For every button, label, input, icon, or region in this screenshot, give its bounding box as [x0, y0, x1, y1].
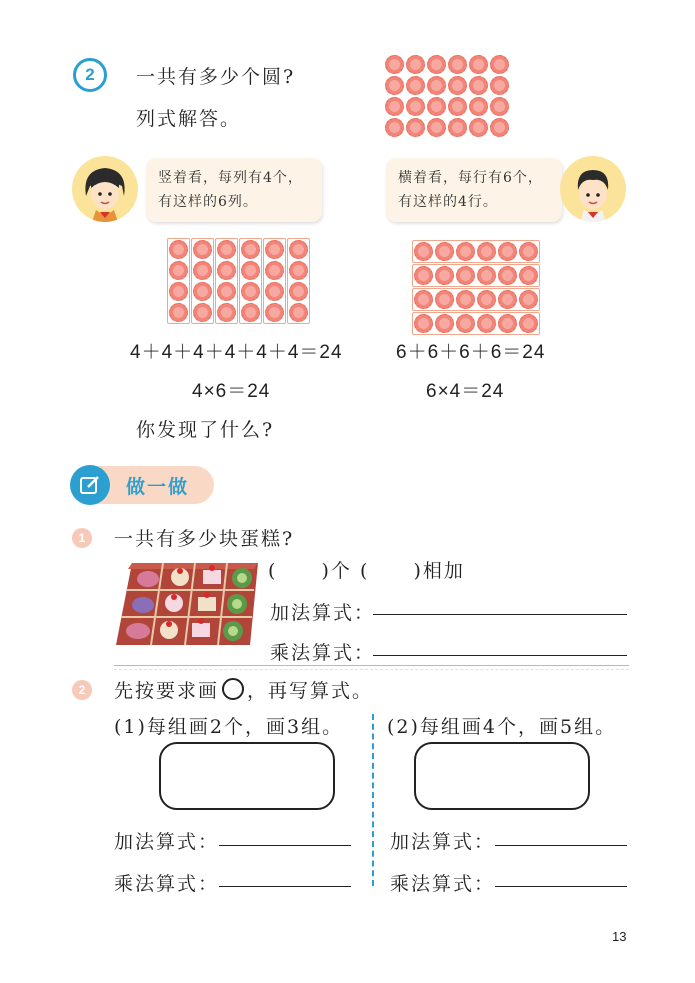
circle-dot	[427, 97, 446, 116]
ex2-part1-add-line[interactable]	[219, 845, 351, 846]
circle-dot	[519, 290, 538, 309]
circle-dot	[477, 266, 496, 285]
boy-avatar	[560, 156, 626, 222]
ex2-part1-add-label: 加法算式：	[114, 831, 220, 853]
boy-bubble-line1: 横着看，每行有6个，	[398, 170, 543, 186]
divider-bottom	[114, 669, 629, 670]
ex1-mul-label: 乘法算式：	[270, 642, 376, 664]
ex1-add-answer-line[interactable]	[373, 614, 627, 615]
circle-column-group	[239, 238, 262, 324]
circle-dot	[265, 261, 284, 280]
circle-column-group	[167, 238, 190, 324]
circle-dot	[241, 240, 260, 259]
circle-dot	[406, 76, 425, 95]
example-question: 一共有多少个圆?	[136, 66, 296, 88]
circle-dot	[456, 266, 475, 285]
circle-dot	[490, 118, 509, 137]
circle-dot	[469, 76, 488, 95]
circle-row-group	[412, 312, 540, 335]
circle-dot	[265, 303, 284, 322]
circle-dot	[498, 290, 517, 309]
page-number: 13	[612, 929, 627, 944]
circle-dot	[241, 282, 260, 301]
girl-bubble-line2: 有这样的6列。	[158, 194, 258, 210]
discover-question: 你发现了什么?	[136, 419, 275, 441]
circle-row-group	[412, 264, 540, 287]
example-number-badge: 2	[73, 58, 107, 92]
circle-dot	[193, 240, 212, 259]
cake-tray-icon	[110, 557, 262, 653]
circle-dot	[448, 97, 467, 116]
girl-speech-bubble	[146, 158, 322, 222]
circle-dot	[385, 76, 404, 95]
circle-dot	[289, 282, 308, 301]
circle-dot	[414, 314, 433, 333]
left-addition-equation: 4＋4＋4＋4＋4＋4＝24	[130, 342, 343, 363]
circle-dot	[427, 76, 446, 95]
circle-dot	[477, 290, 496, 309]
circle-column-group	[287, 238, 310, 324]
circle-dot	[477, 242, 496, 261]
circle-dot	[193, 282, 212, 301]
ex2-part2-instruction: (2)每组画4个，画5组。	[387, 716, 617, 738]
cake-tray-image	[110, 557, 262, 657]
circle-dot	[289, 261, 308, 280]
section-banner	[72, 466, 214, 504]
exercise-2-badge: 2	[72, 680, 92, 700]
circle-dot	[519, 242, 538, 261]
ex2-part2-add-label: 加法算式：	[390, 831, 496, 853]
circle-dot	[456, 314, 475, 333]
circle-dot	[414, 266, 433, 285]
ex2-part2-mul-line[interactable]	[495, 886, 627, 887]
circle-dot	[414, 290, 433, 309]
circle-dot	[498, 242, 517, 261]
circle-dot	[169, 303, 188, 322]
circle-dot	[217, 282, 236, 301]
circle-dot	[435, 290, 454, 309]
circle-dot	[385, 118, 404, 137]
section-title: 做一做	[126, 475, 190, 498]
circle-dot	[469, 118, 488, 137]
row-grouped-circles	[412, 240, 540, 335]
vertical-divider	[372, 714, 374, 886]
circle-dot	[217, 240, 236, 259]
circle-column-group	[215, 238, 238, 324]
circle-dot	[490, 97, 509, 116]
left-multiplication-equation: 4×6＝24	[192, 381, 271, 402]
ex2-part1-mul-label: 乘法算式：	[114, 873, 220, 895]
circle-dot	[469, 97, 488, 116]
circle-dot	[385, 55, 404, 74]
circle-array-6x4	[385, 55, 509, 137]
circle-dot	[265, 282, 284, 301]
circle-dot	[414, 242, 433, 261]
ex1-mul-answer-line[interactable]	[373, 655, 627, 656]
example-instruction: 列式解答。	[136, 108, 242, 130]
circle-dot	[406, 97, 425, 116]
circle-dot	[427, 118, 446, 137]
right-multiplication-equation: 6×4＝24	[426, 381, 505, 402]
circle-dot	[169, 240, 188, 259]
circle-dot	[385, 97, 404, 116]
circle-dot	[169, 261, 188, 280]
ex2-part1-instruction: (1)每组画2个，画3组。	[114, 716, 344, 738]
exercise-2-instruction: 先按要求画 ，再写算式。	[114, 680, 374, 702]
girl-face-icon	[72, 156, 138, 222]
circle-dot	[265, 240, 284, 259]
circle-dot	[435, 266, 454, 285]
circle-dot	[435, 242, 454, 261]
circle-dot	[456, 242, 475, 261]
boy-speech-bubble	[386, 158, 562, 222]
part2-drawing-box[interactable]	[414, 742, 590, 810]
blank-sentence: ( )个 ( )相加	[268, 560, 465, 582]
circle-row-group	[412, 288, 540, 311]
circle-dot	[217, 261, 236, 280]
circle-dot	[448, 55, 467, 74]
circle-dot	[193, 303, 212, 322]
girl-avatar	[72, 156, 138, 222]
circle-dot	[427, 55, 446, 74]
circle-dot	[469, 55, 488, 74]
ex2-part2-add-line[interactable]	[495, 845, 627, 846]
circle-symbol-icon	[222, 678, 244, 700]
circle-dot	[406, 55, 425, 74]
circle-column-group	[191, 238, 214, 324]
circle-dot	[448, 76, 467, 95]
boy-face-icon	[560, 156, 626, 222]
circle-dot	[490, 76, 509, 95]
divider-top	[114, 665, 629, 666]
circle-dot	[217, 303, 236, 322]
circle-dot	[193, 261, 212, 280]
ex2-part2-mul-label: 乘法算式：	[390, 873, 496, 895]
boy-bubble-line2: 有这样的4行。	[398, 194, 498, 210]
circle-dot	[456, 290, 475, 309]
part1-drawing-box[interactable]	[159, 742, 335, 810]
circle-dot	[498, 314, 517, 333]
circle-dot	[289, 240, 308, 259]
circle-column-group	[263, 238, 286, 324]
circle-dot	[289, 303, 308, 322]
circle-dot	[519, 266, 538, 285]
circle-dot	[490, 55, 509, 74]
circle-dot	[169, 282, 188, 301]
exercise-1-badge: 1	[72, 528, 92, 548]
girl-bubble-line1: 竖着看，每列有4个，	[158, 170, 303, 186]
circle-dot	[498, 266, 517, 285]
column-grouped-circles	[167, 238, 310, 324]
right-addition-equation: 6＋6＋6＋6＝24	[396, 342, 546, 363]
circle-row-group	[412, 240, 540, 263]
pencil-square-icon	[70, 465, 110, 505]
exercise-1-question: 一共有多少块蛋糕?	[114, 528, 295, 550]
circle-dot	[406, 118, 425, 137]
circle-dot	[435, 314, 454, 333]
ex1-add-label: 加法算式：	[270, 602, 376, 624]
circle-dot	[241, 303, 260, 322]
circle-dot	[477, 314, 496, 333]
circle-dot	[519, 314, 538, 333]
circle-dot	[241, 261, 260, 280]
ex2-part1-mul-line[interactable]	[219, 886, 351, 887]
circle-dot	[448, 118, 467, 137]
